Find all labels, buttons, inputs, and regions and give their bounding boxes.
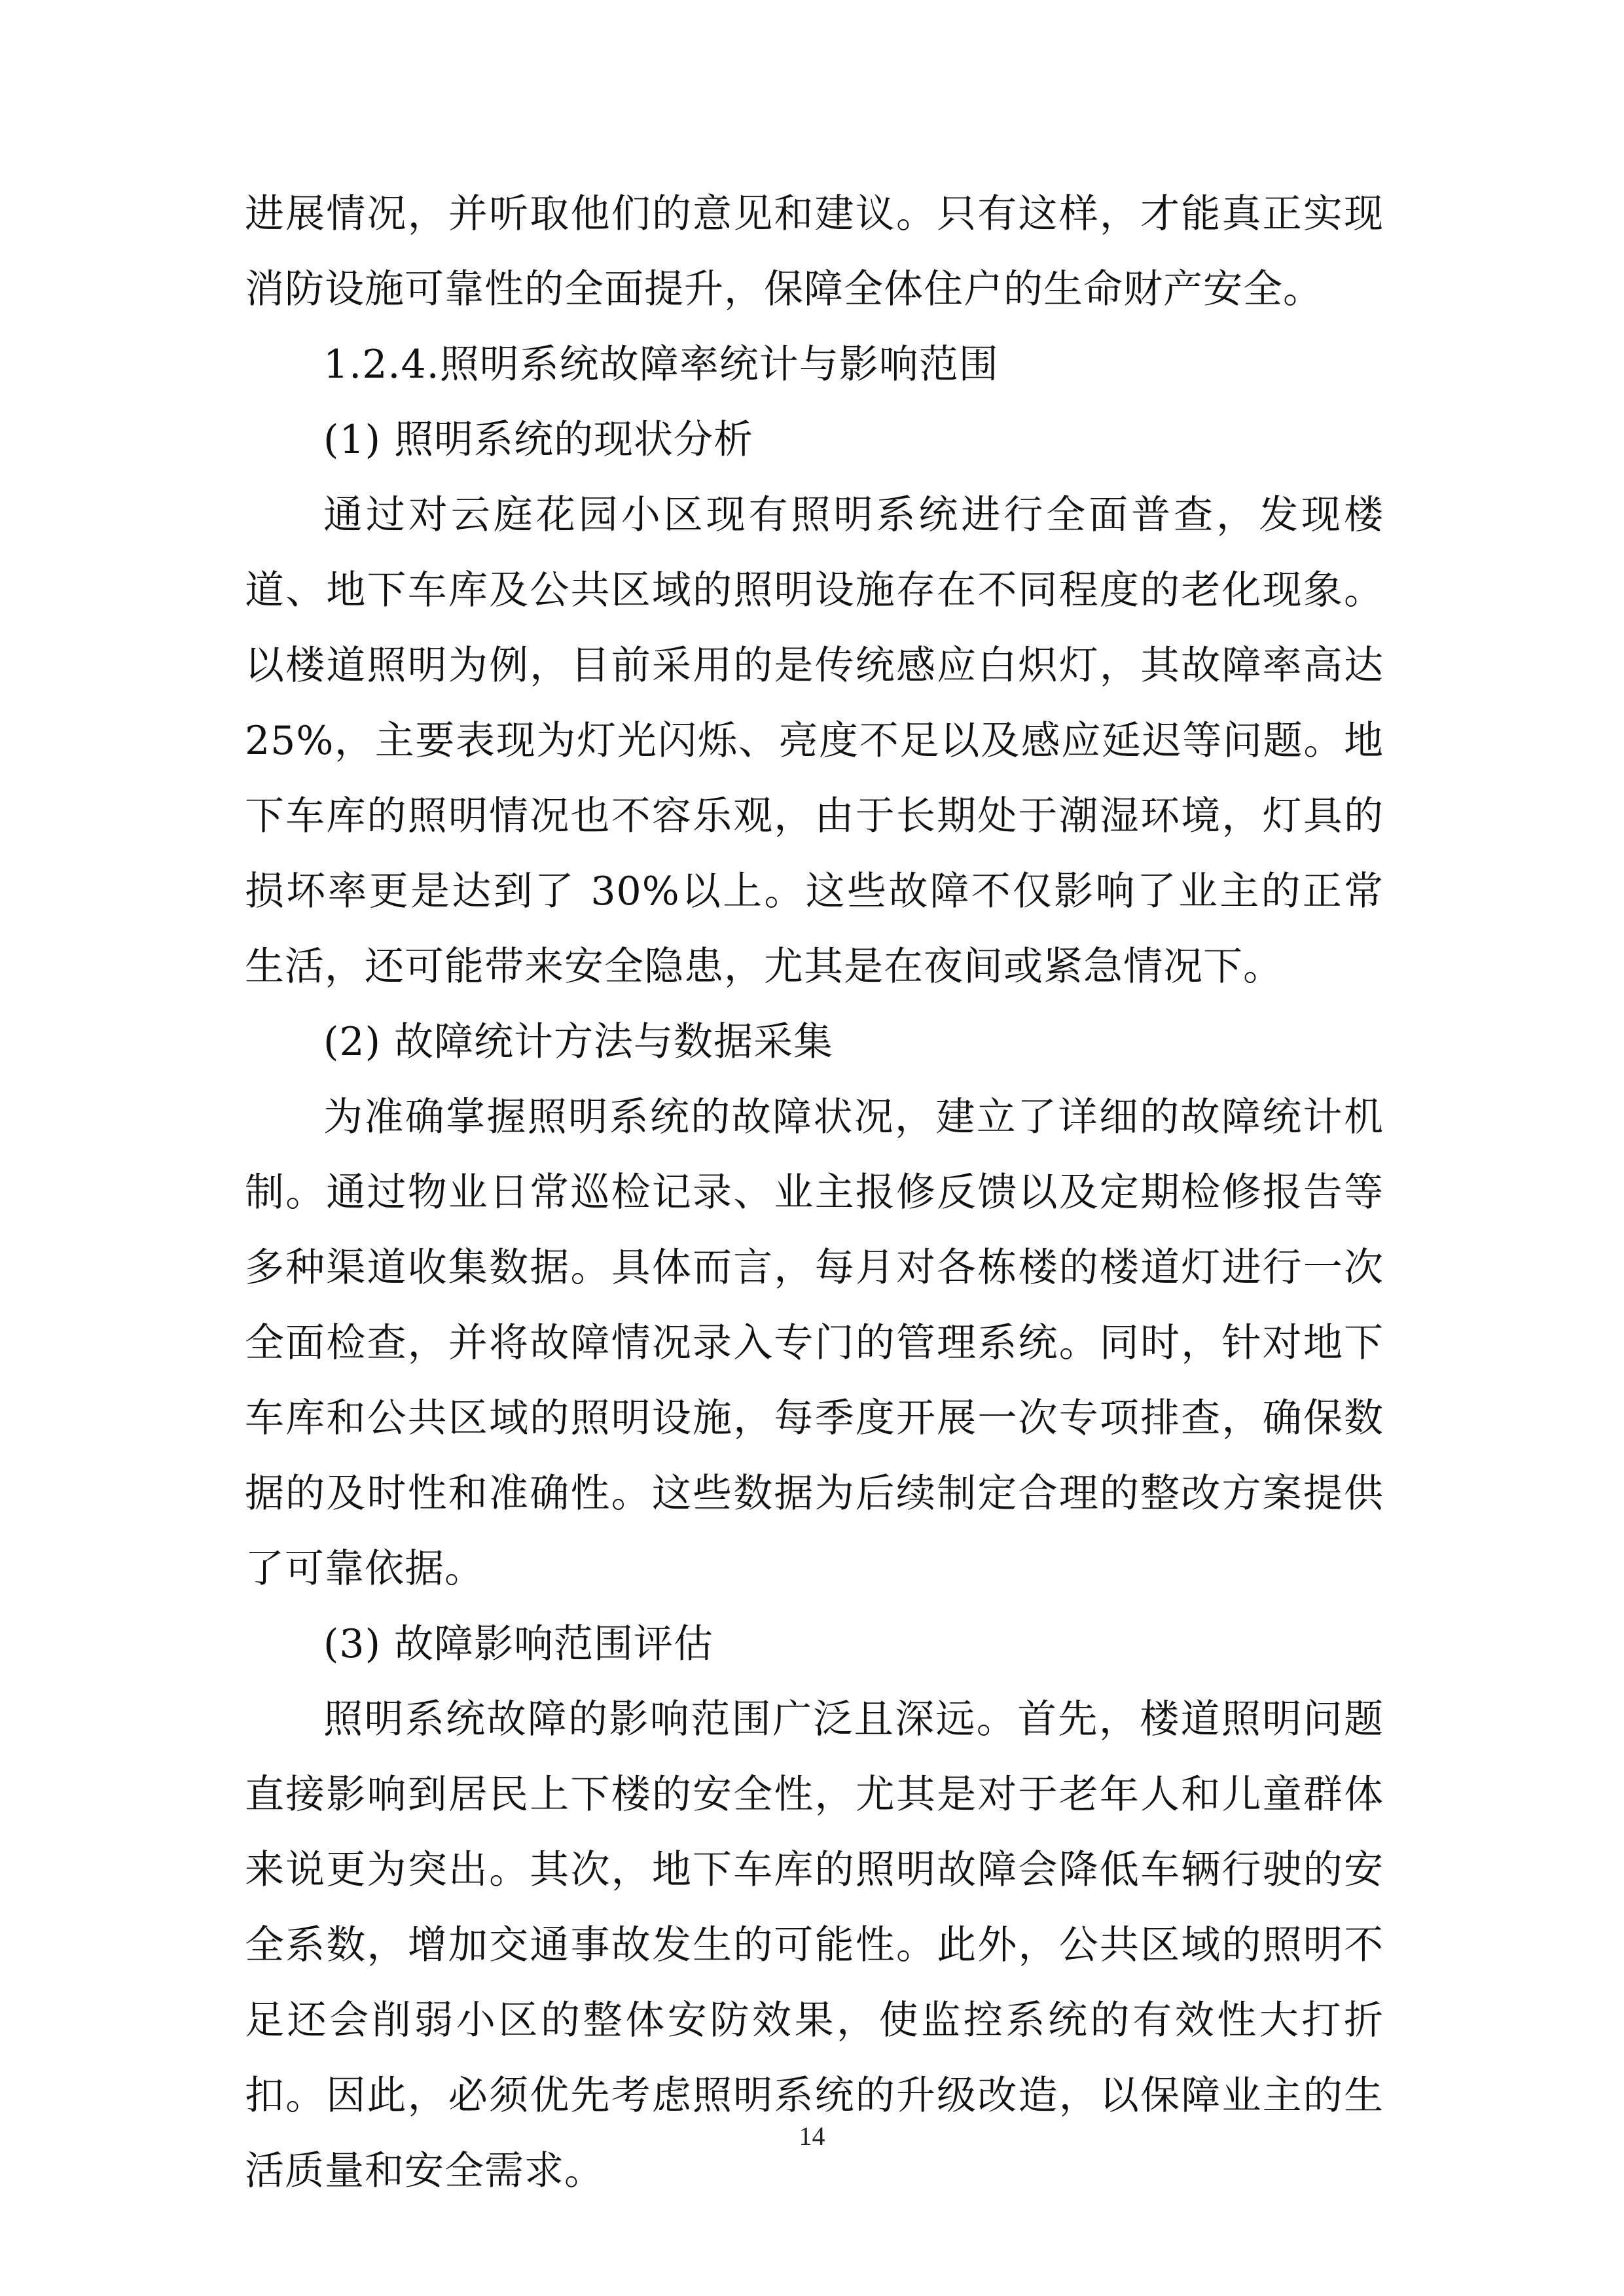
subheading-impact-assessment: (3) 故障影响范围评估 <box>323 1621 714 1667</box>
paragraph-continuation: 进展情况，并听取他们的意见和建议。只有这样，才能真正实现消防设施可靠性的全面提升，保障全体住户的生命财产安全。 <box>245 191 1384 312</box>
subheading-status-analysis: (1) 照明系统的现状分析 <box>323 417 754 463</box>
paragraph-status-analysis: 通过对云庭花园小区现有照明系统进行全面普查，发现楼道、地下车库及公共区域的照明设施存在不同程度的老化现象。以楼道照明为例，目前采用的是传统感应白炽灯，其故障率高达 25%，主要表现为灯光闪烁、亮度不足以及感应延迟等问题。地下车库的照明情况也不容乐观，由于长期处于潮湿环境，灯具的损坏率更是达到了 30%以上。这些故障不仅影响了业主的正常生活，还可能带来安全隐患，尤其是在夜间或紧急情况下。 <box>245 492 1384 990</box>
page-number: 14 <box>799 2121 825 2151</box>
section-heading: 1.2.4.照明系统故障率统计与影响范围 <box>323 342 999 387</box>
paragraph-statistics-method: 为准确掌握照明系统的故障状况，建立了详细的故障统计机制。通过物业日常巡检记录、业主报修反馈以及定期检修报告等多种渠道收集数据。具体而言，每月对各栋楼的楼道灯进行一次全面检查，并将故障情况录入专门的管理系统。同时，针对地下车库和公共区域的照明设施，每季度开展一次专项排查，确保数据的及时性和准确性。这些数据为后续制定合理的整改方案提供了可靠依据。 <box>245 1094 1384 1592</box>
paragraph-impact-assessment: 照明系统故障的影响范围广泛且深远。首先，楼道照明问题直接影响到居民上下楼的安全性，尤其是对于老年人和儿童群体来说更为突出。其次，地下车库的照明故障会降低车辆行驶的安全系数，增加交通事故发生的可能性。此外，公共区域的照明不足还会削弱小区的整体安防效果，使监控系统的有效性大打折扣。因此，必须优先考虑照明系统的升级改造，以保障业主的生活质量和安全需求。 <box>245 1696 1384 2194</box>
subheading-statistics-method: (2) 故障统计方法与数据采集 <box>323 1019 834 1065</box>
document-page <box>245 177 1384 2209</box>
